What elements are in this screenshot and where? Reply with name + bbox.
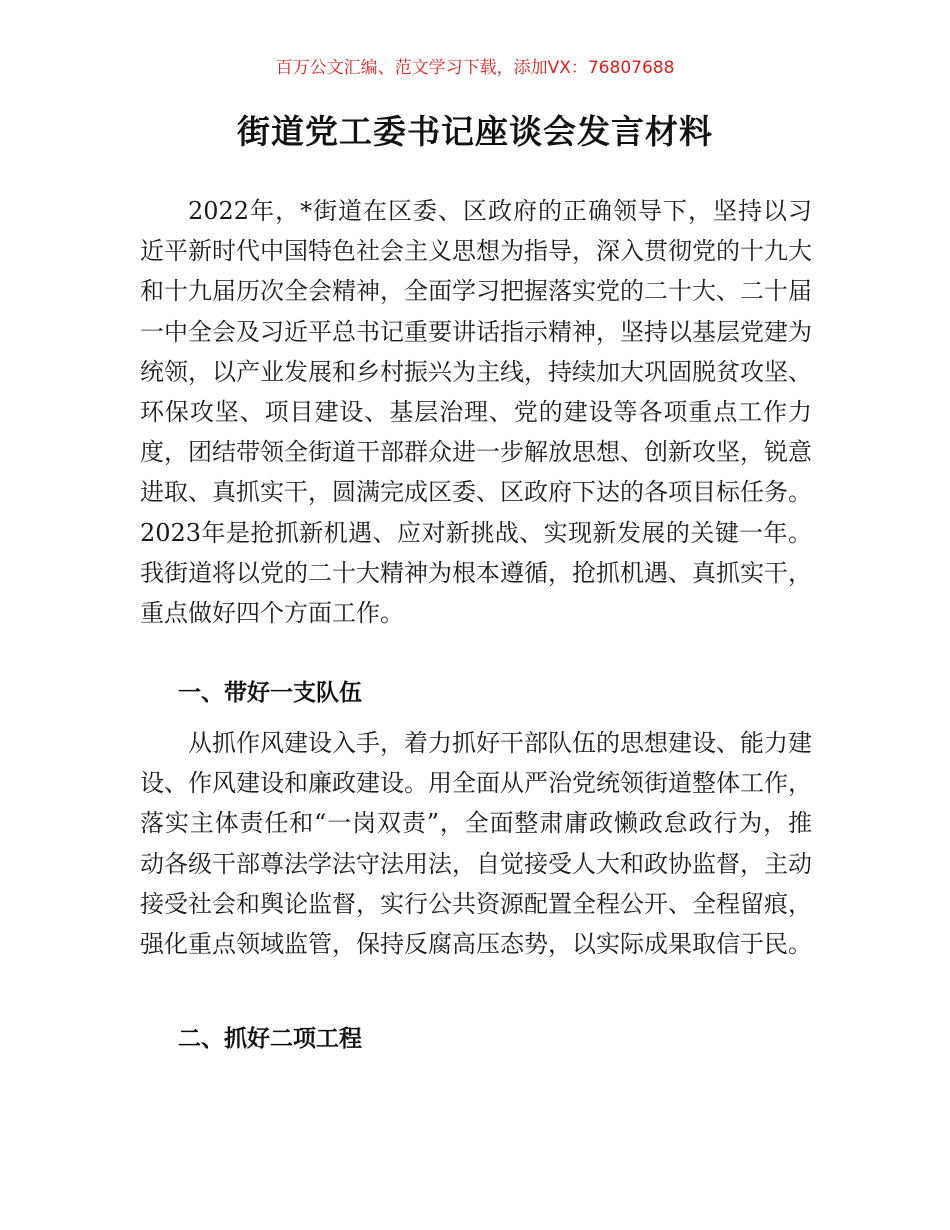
section-heading-2: 二、抓好二项工程 xyxy=(178,1026,362,1052)
intro-paragraph: 2022年，*街道在区委、区政府的正确领导下，坚持以习近平新时代中国特色社会主义思想为指导，深入贯彻党的十九大和十九届历次全会精神，全面学习把握落实党的二十大、二十届一中全会及习近平总书记重要讲话指示精神，坚持以基层党建为统领，以产业发展和乡村振兴为主线，持续加大巩固脱贫攻坚、环保攻坚、项目建设、基层治理、党的建设等各项重点工作力度，团结带领全街道干部群众进一步解放思想、创新攻坚，锐意进取、真抓实干，圆满完成区委、区政府下达的各项目标任务。2023年是抢抓新机遇、应对新挑战、实现新发展的关键一年。我街道将以党的二十大精神为根本遵循，抢抓机遇、真抓实干，重点做好四个方面工作。 xyxy=(140,197,812,628)
document-title: 街道党工委书记座谈会发言材料 xyxy=(237,112,713,151)
section-heading-1: 一、带好一支队伍 xyxy=(178,680,362,706)
section-1-paragraph: 从抓作风建设入手，着力抓好干部队伍的思想建设、能力建设、作风建设和廉政建设。用全面从严治党统领街道整体工作，落实主体责任和“一岗双责”，全面整肃庸政懒政怠政行为，推动各级干部尊法学法守法用法，自觉接受人大和政协监督，主动接受社会和舆论监督，实行公共资源配置全程公开、全程留痕，强化重点领域监管，保持反腐高压态势，以实际成果取信于民。 xyxy=(140,729,812,959)
watermark-banner: 百万公文汇编、范文学习下载，添加VX：76807688 xyxy=(275,58,675,78)
